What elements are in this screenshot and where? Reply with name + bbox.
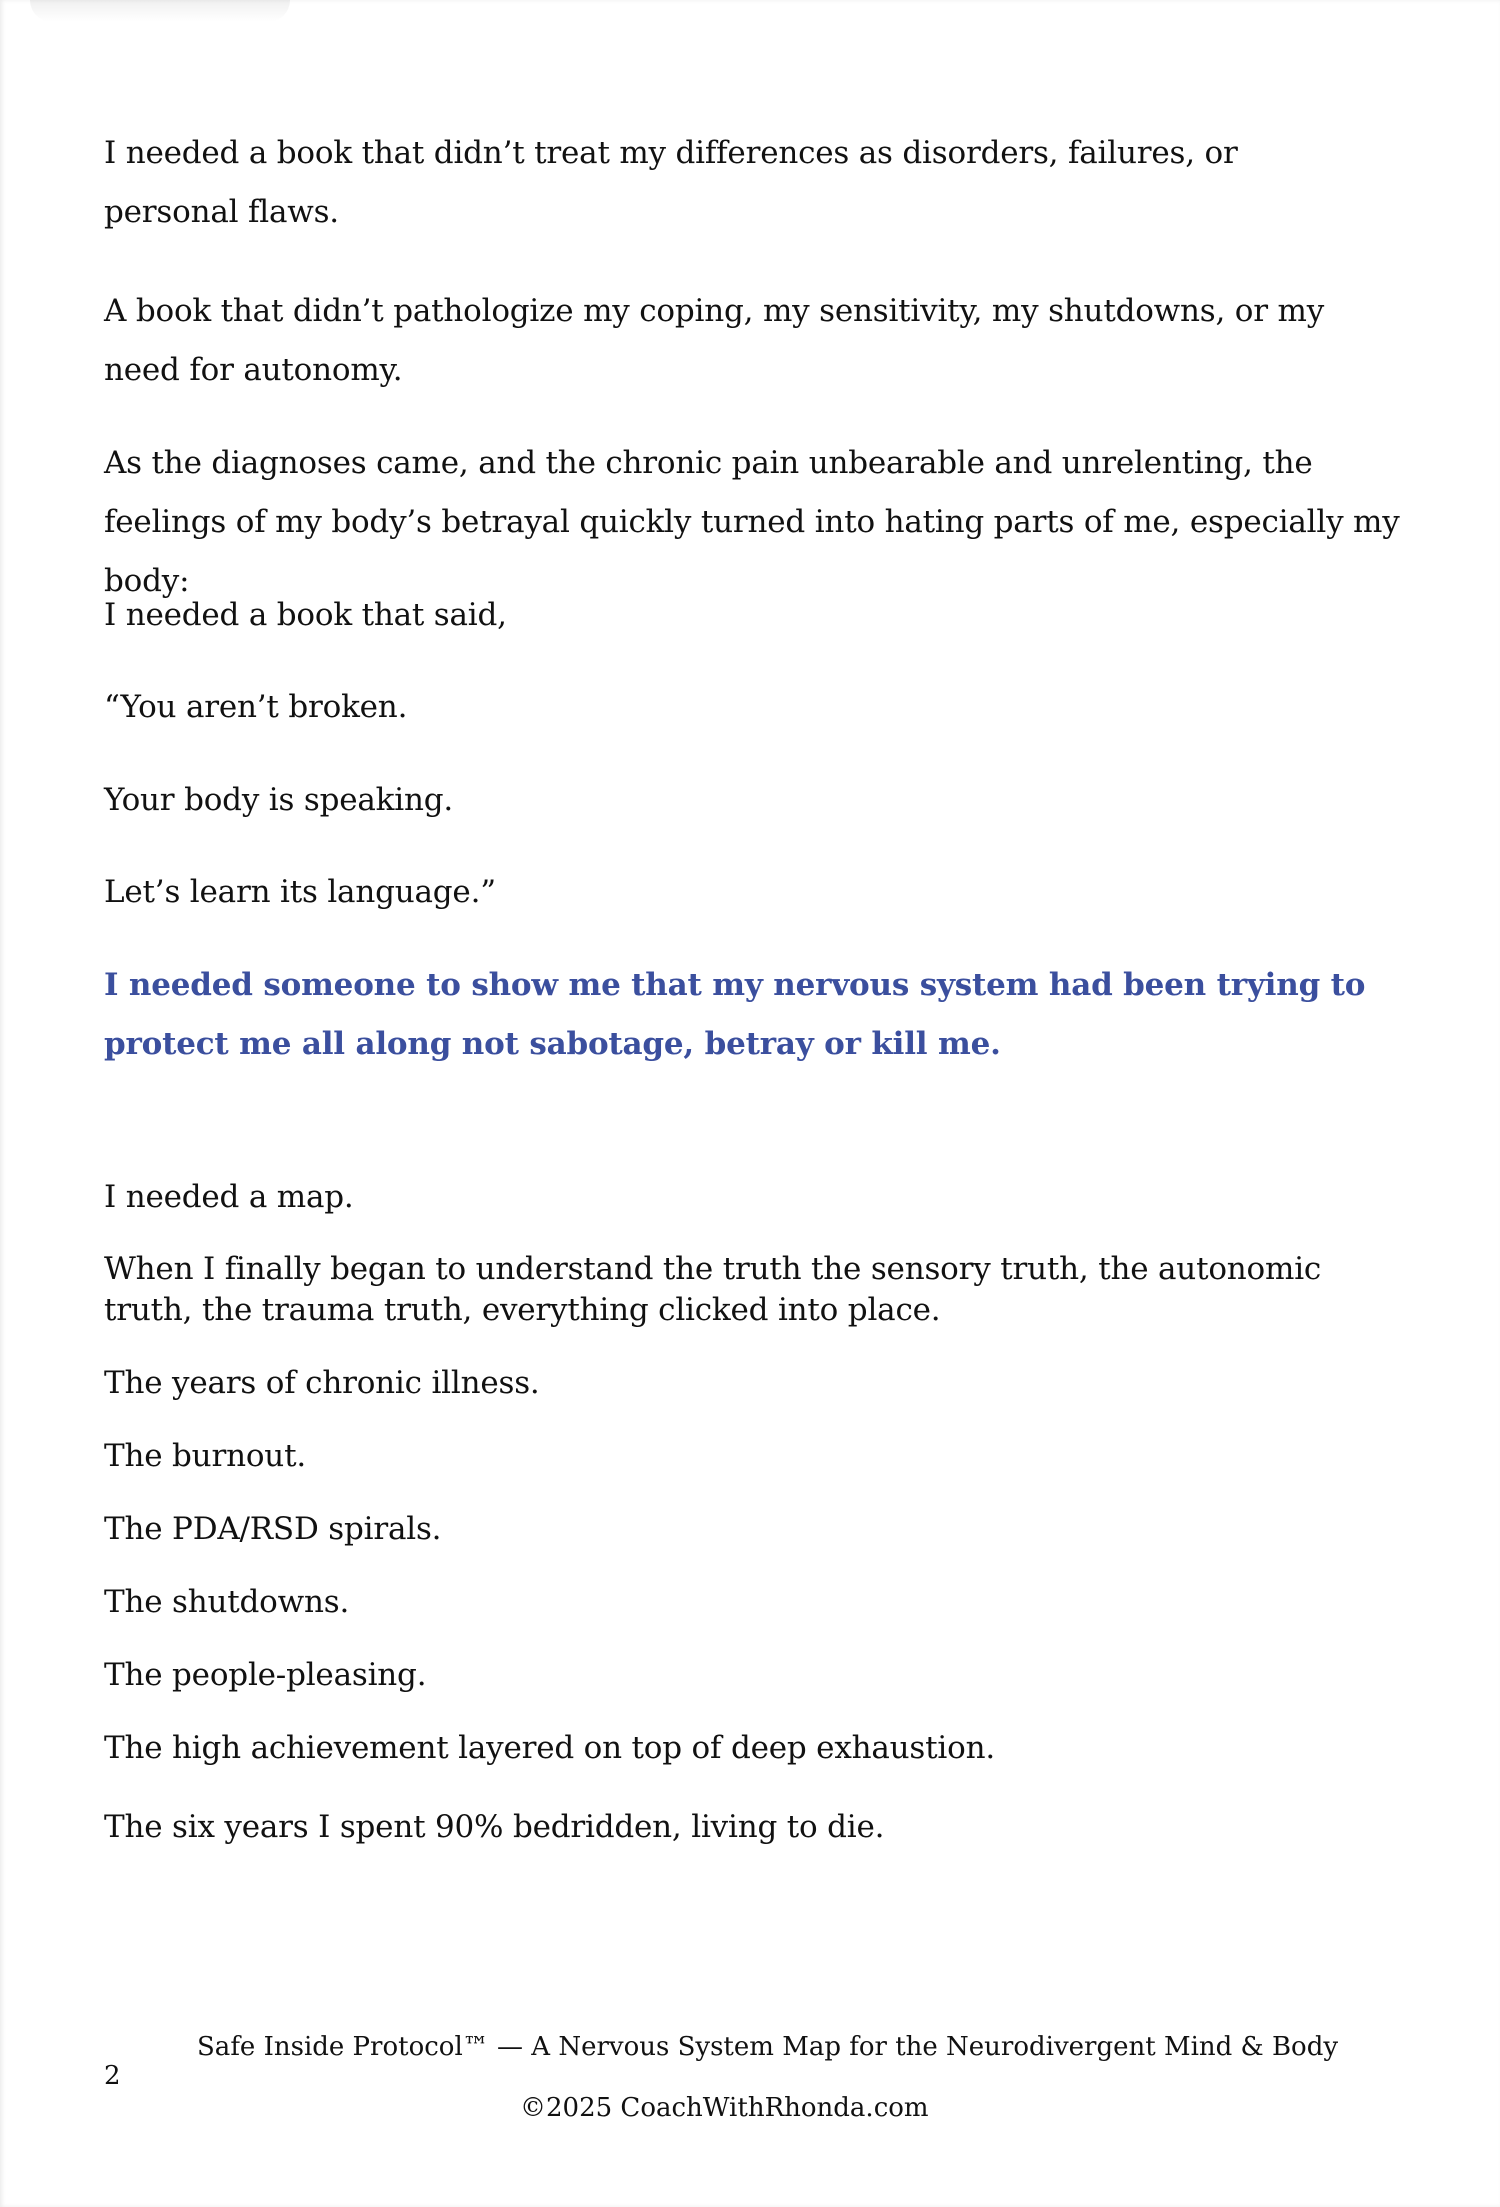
paragraph-12: The burnout.	[104, 1438, 306, 1474]
page-edge-shadow	[30, 0, 290, 22]
page-number: 2	[104, 2061, 121, 2091]
paragraph-10: When I finally began to understand the truth the sensory truth, the autonomic truth, the trauma truth, everything clicked into place.	[104, 1251, 1322, 1328]
footer-copyright: ©2025 CoachWithRhonda.com	[520, 2093, 929, 2123]
emphasis-paragraph: I needed someone to show me that my nervous system had been trying to protect me all along not sabotage, betray or kill me.	[104, 967, 1366, 1062]
paragraph-15: The people-pleasing.	[104, 1657, 427, 1693]
paragraph-2: A book that didn’t pathologize my coping, my sensitivity, my shutdowns, or my need for autonomy.	[104, 293, 1325, 388]
footer-title: Safe Inside Protocol™ — A Nervous System Map for the Neurodivergent Mind & Body	[197, 2032, 1339, 2062]
paragraph-3: As the diagnoses came, and the chronic pain unbearable and unrelenting, the feelings of my body’s betrayal quickly turned into hating parts of me, especially my body:	[104, 445, 1400, 599]
paragraph-11: The years of chronic illness.	[104, 1365, 540, 1401]
paragraph-14: The shutdowns.	[104, 1584, 350, 1620]
paragraph-7: Let’s learn its language.”	[104, 874, 496, 910]
paragraph-16: The high achievement layered on top of deep exhaustion.	[104, 1730, 995, 1766]
paragraph-13: The PDA/RSD spirals.	[104, 1511, 442, 1547]
paragraph-5: “You aren’t broken.	[104, 689, 408, 725]
paragraph-4: I needed a book that said,	[104, 597, 507, 633]
paragraph-9: I needed a map.	[104, 1179, 354, 1215]
paragraph-17: The six years I spent 90% bedridden, living to die.	[104, 1809, 885, 1845]
paragraph-1: I needed a book that didn’t treat my differences as disorders, failures, or personal flaws.	[104, 135, 1238, 230]
paragraph-6: Your body is speaking.	[104, 782, 454, 818]
